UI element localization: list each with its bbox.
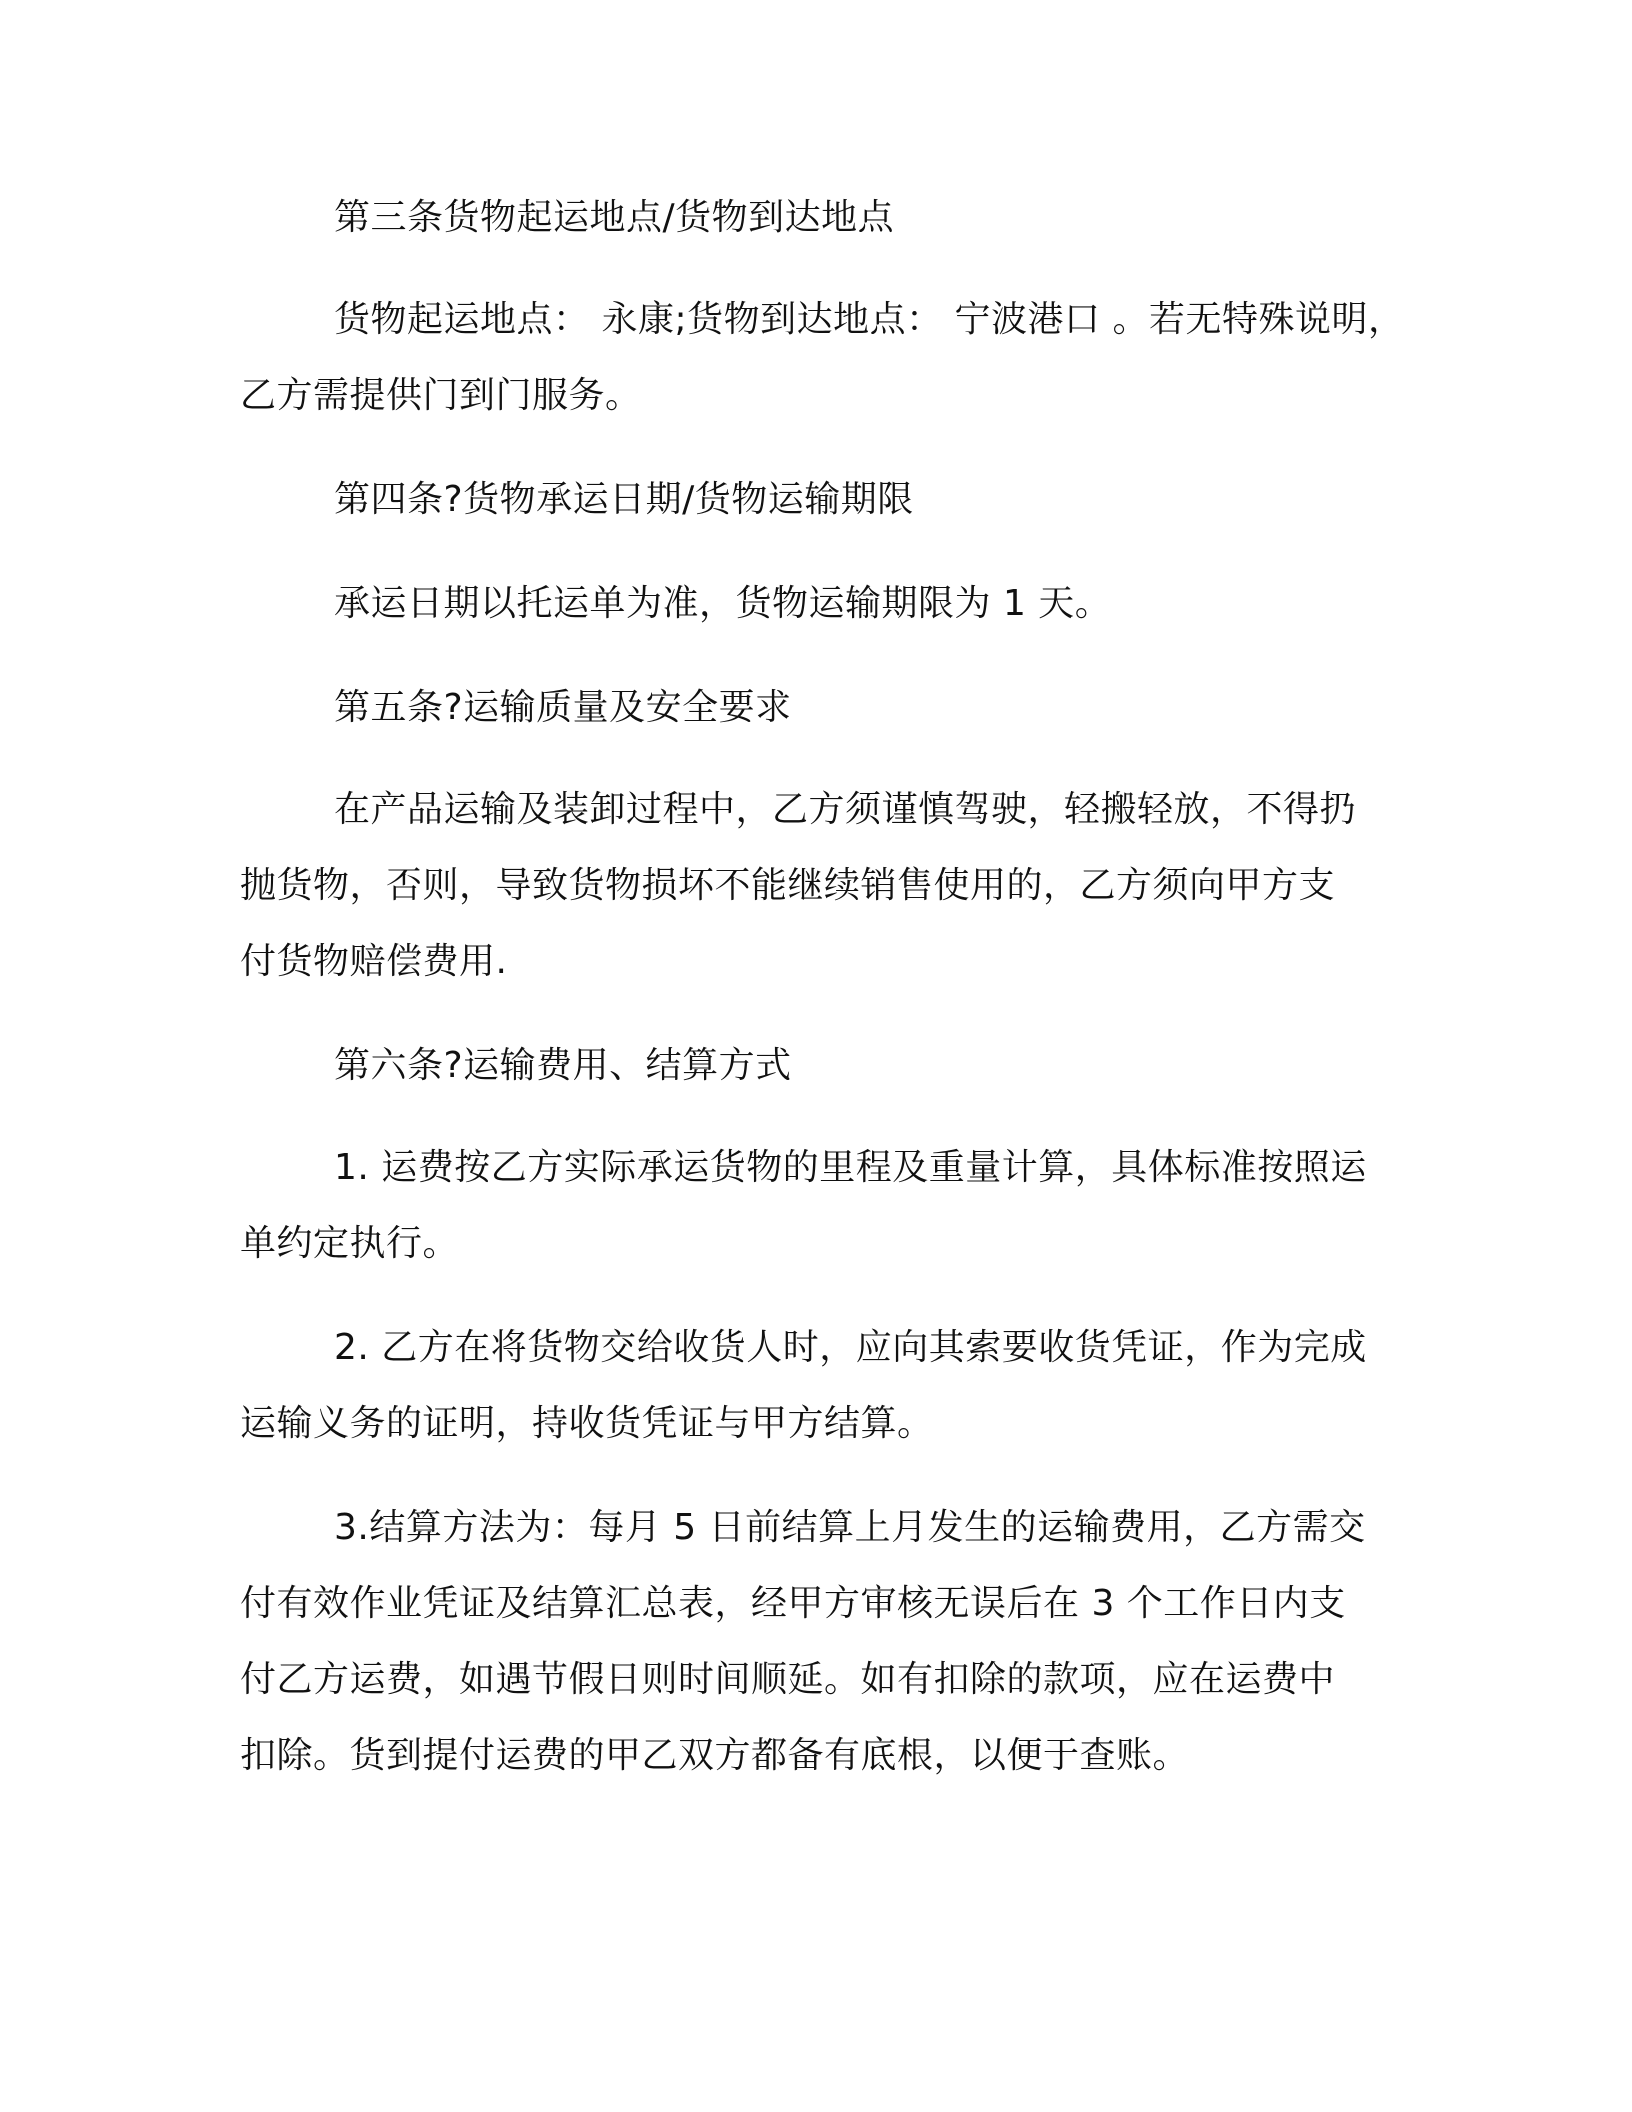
- section-5-body-line-2: 抛货物，否则，导致货物损坏不能继续销售使用的，乙方须向甲方支: [240, 865, 1336, 906]
- section-6-item-3-line-3: 付乙方运费，如遇节假日则时间顺延。如有扣除的款项，应在运费中: [240, 1659, 1336, 1700]
- section-6-item-3-line-4: 扣除。货到提付运费的甲乙双方都备有底根，以便于查账。: [240, 1735, 1190, 1776]
- section-6-item-3-line-2: 付有效作业凭证及结算汇总表，经甲方审核无误后在 3 个工作日内支: [240, 1583, 1346, 1624]
- section-4-body-line-1: 承运日期以托运单为准，货物运输期限为 1 天。: [334, 583, 1112, 624]
- section-5-body-line-1: 在产品运输及装卸过程中，乙方须谨慎驾驶，轻搬轻放，不得扔: [334, 789, 1357, 830]
- section-3-body-line-2: 乙方需提供门到门服务。: [240, 375, 642, 416]
- section-5-body-line-3: 付货物赔偿费用.: [240, 941, 508, 982]
- section-3-heading: 第三条货物起运地点/货物到达地点: [334, 197, 895, 238]
- section-3-body-line-1: 货物起运地点： 永康;货物到达地点： 宁波港口 。若无特殊说明，: [334, 299, 1405, 340]
- section-4-heading: 第四条?货物承运日期/货物运输期限: [334, 479, 914, 520]
- section-6-item-3-line-1: 3.结算方法为：每月 5 日前结算上月发生的运输费用，乙方需交: [334, 1507, 1366, 1548]
- section-6-heading: 第六条?运输费用、结算方式: [334, 1045, 792, 1086]
- section-6-item-1-line-2: 单约定执行。: [240, 1223, 460, 1264]
- section-5-heading: 第五条?运输质量及安全要求: [334, 687, 792, 728]
- section-6-item-2-line-2: 运输义务的证明，持收货凭证与甲方结算。: [240, 1403, 934, 1444]
- section-6-item-2-line-1: 2. 乙方在将货物交给收货人时，应向其索要收货凭证，作为完成: [334, 1327, 1367, 1368]
- section-6-item-1-line-1: 1. 运费按乙方实际承运货物的里程及重量计算，具体标准按照运: [334, 1147, 1367, 1188]
